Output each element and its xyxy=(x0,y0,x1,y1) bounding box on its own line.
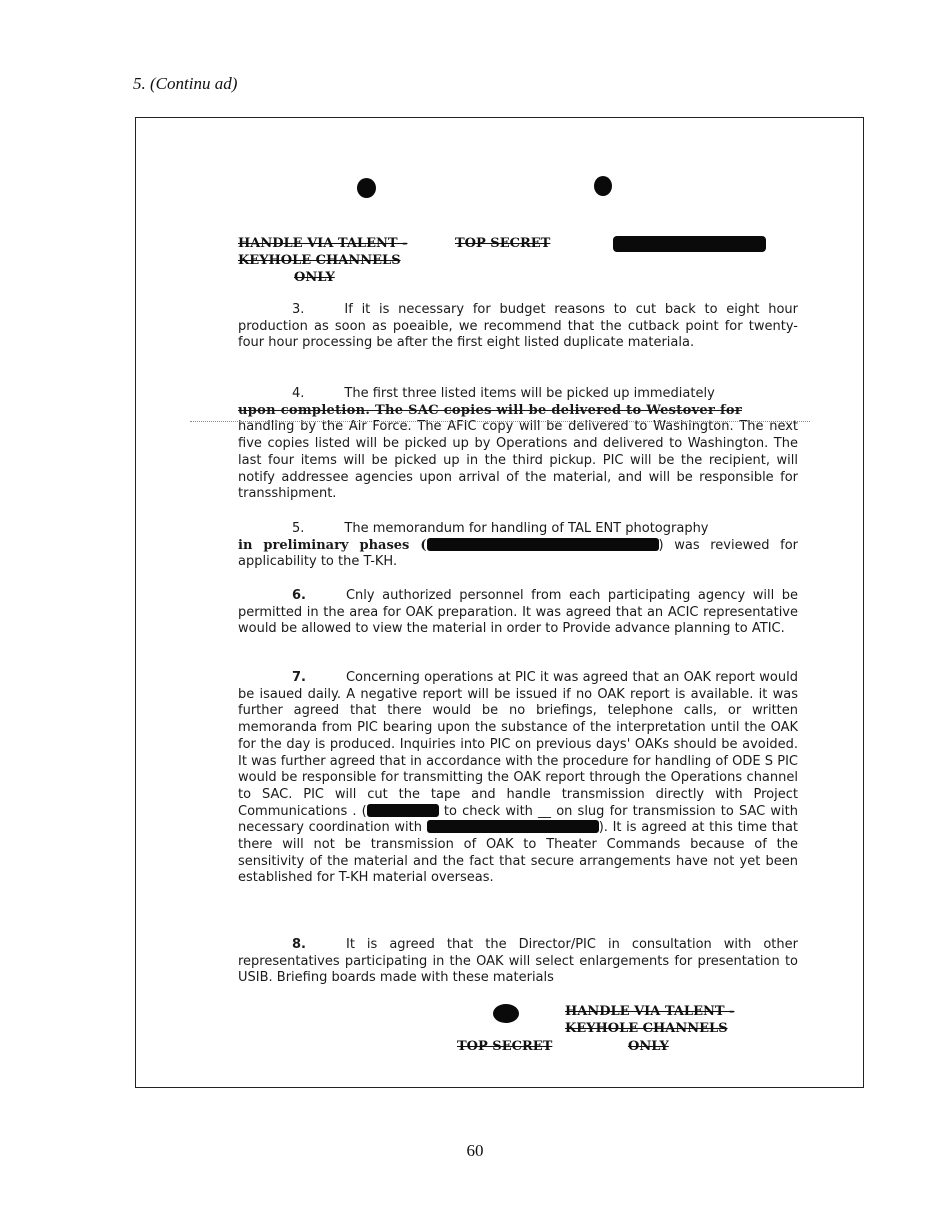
handle-via-marking-top-1: HANDLE VIA TALENT - xyxy=(238,236,408,251)
page-number: 60 xyxy=(466,1141,484,1160)
redaction xyxy=(427,820,599,833)
paragraph-text-part3: ). It is agreed at this time that there will not be transmission of OAK to Theater Commands because of the sensitivity of the material and the fact that secure arrangements have not yet been established for T-KH material overseas. xyxy=(238,820,799,886)
redaction xyxy=(367,804,439,817)
paragraph-number: 4. xyxy=(292,386,305,401)
paragraph-6 xyxy=(238,588,798,638)
paragraph-3 xyxy=(238,302,798,352)
scan-smear xyxy=(190,411,810,422)
paragraph-text-part1: Concerning operations at PIC it was agreed that an OAK report would be isaued daily. A negative report will be issued if no OAK report is available. it was further agreed that there would be no briefings, telephone calls, or written memoranda from PIC bearing upon the substance of the interpretation until the OAK for the day is produced. Inquiries into PIC on previous days' OAKs should be avoided. It was further agreed that in accordance with the procedure for handling of ODE S PIC would be responsible for transmitting the OAK report through the Operations channel to SAC. PIC will cut the tape and handle transmission directly with Project Communications . ( xyxy=(238,670,798,819)
paragraph-text-line1: The memorandum for handling of TAL ENT photography xyxy=(344,521,709,536)
handle-via-marking-bottom-1: HANDLE VIA TALENT - xyxy=(565,1004,735,1019)
handle-via-marking-bottom-2: KEYHOLE CHANNELS xyxy=(565,1021,728,1036)
punch-hole-left xyxy=(357,178,376,198)
paragraph-text: If it is necessary for budget reasons to cut back to eight hour production as soon as poeaible, we recommend that the cutback point for twenty-four hour processing be after the first eight listed duplicate materiala. xyxy=(238,302,798,351)
punch-hole-right xyxy=(594,176,612,196)
handle-via-marking-top-2: KEYHOLE CHANNELS xyxy=(238,253,401,268)
paragraph-text-rest: ) was reviewed for applicability to the T-KH. xyxy=(238,537,798,570)
paragraph-text-rest: handling by the Air Force. The AFIC copy will be delivered to Washington. The next five copies listed will be picked up by Operations and delivered to Washington. The last four items will be picked up in the third pickup. PIC will be the recipient, will notify addressee agencies upon arrival of the material, and will be responsible for transshipment. xyxy=(238,419,798,502)
paragraph-text-part2: to check with __ on slug for transmission to SAC with necessary coordination with xyxy=(238,803,798,836)
paragraph-number: 5. xyxy=(292,521,305,536)
handle-via-marking-top-3: ONLY xyxy=(294,270,335,285)
paragraph-text-line1: The first three listed items will be picked up immediately xyxy=(344,386,715,401)
paragraph-number: 8. xyxy=(292,937,306,952)
paragraph-8 xyxy=(238,937,798,987)
handle-via-marking-bottom-3: ONLY xyxy=(628,1039,669,1054)
paragraph-number: 7. xyxy=(292,670,306,685)
redaction-header xyxy=(613,236,766,252)
paragraph-7 xyxy=(238,670,798,887)
paragraph-5 xyxy=(238,521,798,571)
paragraph-text-struck: upon completion. The SAC copies will be delivered to Westover for xyxy=(238,402,742,418)
paragraph-number: 6. xyxy=(292,588,306,603)
punch-hole-bottom xyxy=(493,1004,519,1023)
top-secret-marking-bottom: TOP SECRET xyxy=(457,1039,553,1054)
paragraph-text-phase: in preliminary phases ( xyxy=(238,537,427,553)
paragraph-text: Cnly authorized personnel from each participating agency will be permitted in the area for OAK preparation. It was agreed that an ACIC representative would be allowed to view the material in order to Provide advance planning to ATIC. xyxy=(238,588,798,637)
top-secret-marking-top: TOP SECRET xyxy=(455,236,551,251)
redaction xyxy=(427,538,659,551)
paragraph-4 xyxy=(238,386,798,503)
section-heading: 5. (Continu ad) xyxy=(133,74,238,93)
paragraph-number: 3. xyxy=(292,302,305,317)
paragraph-text: It is agreed that the Director/PIC in consultation with other representatives participating in the OAK will select enlargements for presentation to USIB. Briefing boards made with these materials xyxy=(238,937,798,986)
